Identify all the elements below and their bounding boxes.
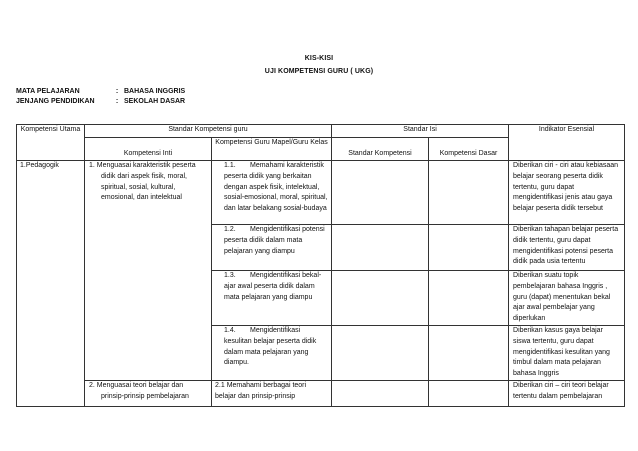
meta-level: [16, 98, 185, 105]
kompetensi-guru-text: Mengidentifikasi kesulitan belajar peserta didik dalam mata pelajaran yang diampu.: [224, 327, 317, 367]
kompetensi-dasar-cell: [429, 326, 509, 381]
kompetensi-guru-cell: [212, 381, 332, 407]
kompetensi-guru-cell: [212, 161, 332, 225]
kompetensi-guru-number: 1.1.: [224, 162, 236, 169]
standar-kompetensi-cell: [332, 381, 429, 407]
table-row: [17, 381, 625, 407]
kompetensi-guru-cell: [212, 326, 332, 381]
kompetensi-utama-cell: 1.Pedagogik: [17, 161, 85, 407]
header-standar-isi: Standar Isi: [332, 125, 509, 138]
kompetensi-dasar-cell: [429, 161, 509, 225]
kompetensi-guru-cell: [212, 271, 332, 326]
indikator-cell: Diberikan suatu topik pembelajaran bahasa Inggris , guru (dapat) menentukan bekal ajar awal pembelajar yang diperlukan: [509, 271, 625, 326]
indikator-cell: Diberikan ciri – ciri teori belajar tertentu dalam pembelajaran: [509, 381, 625, 407]
kompetensi-inti-number: 2.: [89, 382, 95, 389]
header-standar-kompetensi-guru: Standar Kompetensi guru: [85, 125, 332, 138]
subject-label: MATA PELAJARAN: [16, 88, 80, 95]
header-kompetensi-dasar: Kompetensi Dasar: [429, 138, 509, 161]
standar-kompetensi-cell: [332, 161, 429, 225]
document-title: KIS-KISI: [304, 55, 334, 62]
standar-kompetensi-cell: [332, 271, 429, 326]
header-kompetensi-inti: Kompetensi Inti: [85, 138, 212, 161]
kompetensi-guru-number: 1.3.: [224, 272, 236, 279]
kompetensi-inti-cell: [85, 161, 212, 381]
kompetensi-guru-text: Mengidentifikasi potensi peserta didik dalam mata pelajaran yang diampu: [224, 226, 325, 255]
kompetensi-inti-text: Menguasai karakteristik peserta didik dari aspek fisik, moral, spiritual, sosial, kultural, emosional, dan intelektual: [96, 162, 196, 202]
indikator-cell: Diberikan tahapan belajar peserta didik tertentu, guru dapat mengidentifikasi potensi peserta didik pada usia tertentu: [509, 225, 625, 271]
kisi-kisi-table: [16, 124, 625, 407]
kompetensi-guru-number: 2.1: [215, 382, 225, 389]
kompetensi-inti-cell: [85, 381, 212, 407]
indikator-cell: Diberikan ciri - ciri atau kebiasaan belajar seorang peserta didik tertentu, guru dapat mengidentifikasi jenis atau gaya belajar peserta didik tersebut: [509, 161, 625, 225]
subject-value: BAHASA INGGRIS: [124, 88, 186, 95]
kompetensi-dasar-cell: [429, 225, 509, 271]
header-kompetensi-utama: Kompetensi Utama: [17, 125, 85, 161]
header-row-1: [17, 125, 625, 138]
subject-separator: :: [115, 88, 119, 95]
document-subtitle: UJI KOMPETENSI GURU ( UKG): [264, 68, 374, 75]
indikator-cell: Diberikan kasus gaya belajar siswa tertentu, guru dapat mengidentifikasi kesulitan yang timbul dalam mata pelajaran bahasa Inggris: [509, 326, 625, 381]
kompetensi-guru-cell: [212, 225, 332, 271]
kompetensi-inti-number: 1.: [89, 162, 95, 169]
standar-kompetensi-cell: [332, 326, 429, 381]
kompetensi-dasar-cell: [429, 271, 509, 326]
header-kompetensi-guru-mapel: Kompetensi Guru Mapel/Guru Kelas: [212, 138, 332, 161]
kompetensi-inti-text: Menguasai teori belajar dan prinsip-prinsip pembelajaran: [96, 382, 189, 400]
header-standar-kompetensi: Standar Kompetensi: [332, 138, 429, 161]
level-value: SEKOLAH DASAR: [124, 98, 186, 105]
kompetensi-guru-text: Memahami karakteristik peserta didik yang berkaitan dengan aspek fisik, intelektual, sosial-emosional, moral, spiritual, dan latar belakang sosial-budaya: [224, 162, 328, 213]
kompetensi-guru-number: 1.4.: [224, 327, 236, 334]
meta-subject: [16, 88, 185, 95]
kompetensi-guru-number: 1.2.: [224, 226, 236, 233]
kompetensi-guru-text: Memahami berbagai teori belajar dan prinsip-prinsip: [215, 382, 307, 400]
level-separator: :: [115, 98, 119, 105]
kompetensi-dasar-cell: [429, 381, 509, 407]
level-label: JENJANG PENDIDIKAN: [16, 98, 95, 105]
table-row: [17, 161, 625, 225]
standar-kompetensi-cell: [332, 225, 429, 271]
kompetensi-guru-text: Mengidentifikasi bekal-ajar awal peserta didik dalam mata pelajaran yang diampu: [224, 272, 322, 301]
header-indikator-esensial: Indikator Esensial: [509, 125, 625, 161]
